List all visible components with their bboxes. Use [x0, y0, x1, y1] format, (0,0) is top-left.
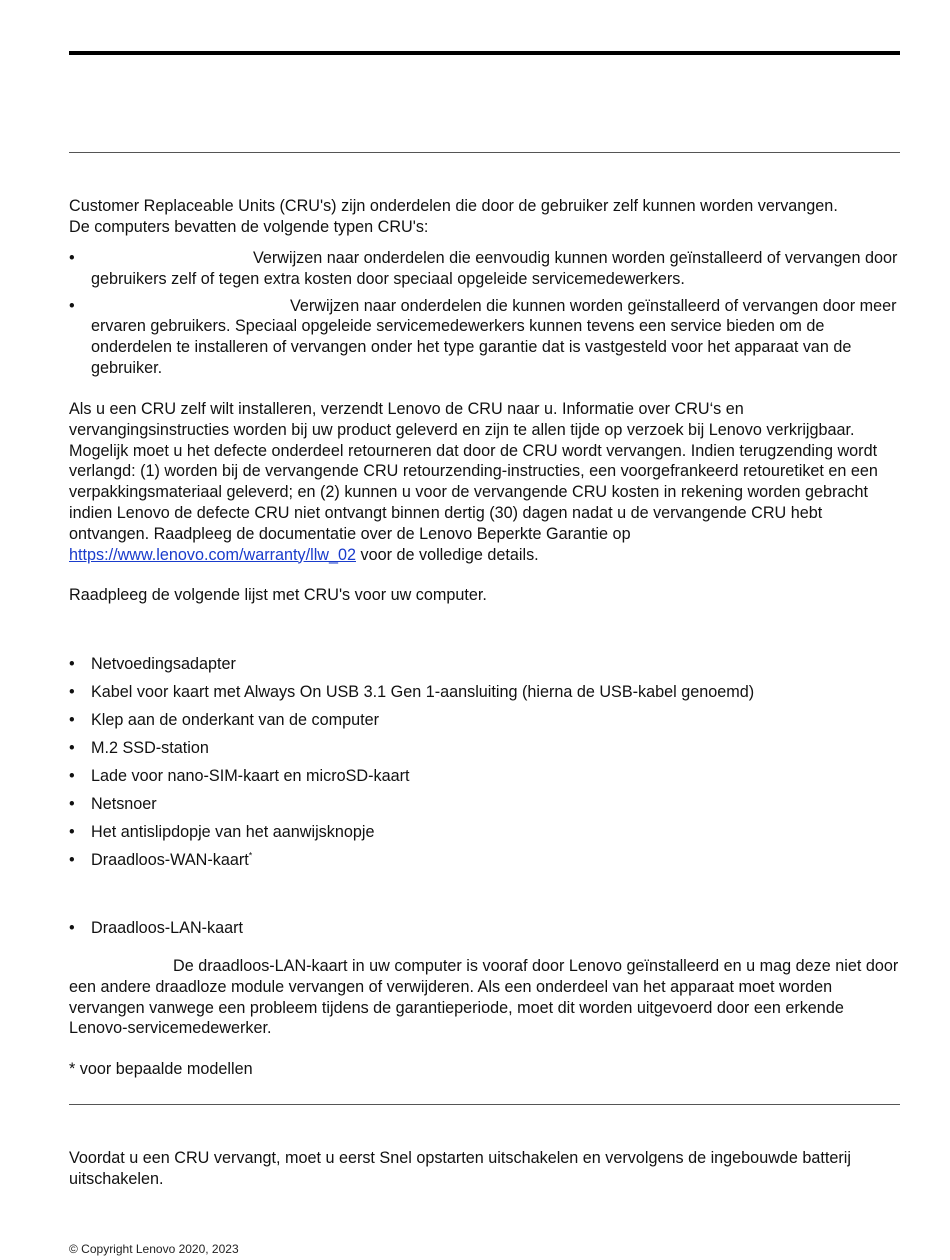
section-divider: [69, 1104, 900, 1105]
cru-type-item: [69, 248, 900, 290]
bullet-icon: •: [69, 683, 75, 701]
bullet-icon: •: [69, 655, 75, 673]
copyright-footer: © Copyright Lenovo 2020, 2023: [69, 1242, 239, 1256]
bullet-icon: •: [69, 767, 75, 785]
bullet-icon: •: [69, 739, 75, 757]
list-intro: Raadpleeg de volgende lijst met CRU's voor uw computer.: [69, 586, 487, 604]
cru-list-2: [69, 918, 900, 939]
bullet-icon: •: [69, 711, 75, 729]
list-item: • Netvoedingsadapter: [69, 655, 236, 673]
lan-note: [69, 956, 900, 1039]
warranty-link[interactable]: https://www.lenovo.com/warranty/llw_02: [69, 545, 356, 564]
list-item: • Draadloos-WAN-kaart*: [69, 850, 253, 869]
cru-list: [69, 654, 900, 878]
footnote-marker: *: [248, 850, 253, 861]
list-item: • Het antislipdopje van het aanwijsknopje: [69, 823, 375, 841]
bullet-icon: •: [69, 919, 75, 937]
cru-type-list: [69, 248, 900, 379]
before-replace-paragraph: Voordat u een CRU vervangt, moet u eerst Snel opstarten uitschakelen en vervolgens de ingebouwde batterij uitschakelen.: [69, 1149, 851, 1188]
list-item: • Draadloos-LAN-kaart: [69, 919, 244, 937]
list-item: • Kabel voor kaart met Always On USB 3.1 Gen 1-aansluiting (hierna de USB-kabel genoemd): [69, 683, 755, 701]
intro-paragraph: [69, 196, 900, 238]
bullet-icon: •: [69, 823, 75, 841]
bullet-icon: •: [69, 249, 75, 267]
bullet-icon: •: [69, 851, 75, 869]
top-heading-rule: [69, 51, 900, 55]
install-paragraph: [69, 399, 900, 565]
document-page: [69, 0, 900, 1260]
bullet-icon: •: [69, 795, 75, 813]
cru-type-description: Verwijzen naar onderdelen die eenvoudig kunnen worden geïnstalleerd of vervangen door gebruikers zelf of tegen extra kosten door speciaal opgeleide servicemedewerkers.: [91, 249, 898, 288]
list-item: • Netsnoer: [69, 795, 157, 813]
bullet-icon: •: [69, 296, 75, 315]
cru-type-description: Verwijzen naar onderdelen die kunnen worden geïnstalleerd of vervangen door meer ervaren gebruikers. Speciaal opgeleide servicemedewerkers kunnen tevens een service bieden om de onderdelen te installeren of vervangen onder het type garantie dat is vastgesteld voor het apparaat van de gebruiker.: [91, 296, 897, 377]
intro-line-1: Customer Replaceable Units (CRU's) zijn onderdelen die door de gebruiker zelf kunnen worden vervangen.: [69, 197, 838, 215]
intro-line-2: De computers bevatten de volgende typen CRU's:: [69, 217, 429, 236]
list-item: • Lade voor nano-SIM-kaart en microSD-kaart: [69, 767, 410, 785]
list-item: • M.2 SSD-station: [69, 739, 209, 757]
install-text: Als u een CRU zelf wilt installeren, verzendt Lenovo de CRU naar u. Informatie over CRU‘s en vervangingsinstructies worden bij uw product geleverd en zijn te allen tijde op verzoek bij Lenovo verkrijgbaar. Mogelijk moet u het defecte onderdeel retourneren dat door de CRU wordt vervangen. Indien terugzending wordt verlangd: (1) worden bij de vervangende CRU retourzending-instructies, een voorgefrankeerd retouretiket en een verpakkingsmateriaal geleverd; en (2) kunnen u voor de vervangende CRU kosten in rekening worden gebracht indien Lenovo de defecte CRU niet ontvangt binnen dertig (30) dagen nadat u de vervangende CRU hebt ontvangen. Raadpleeg de documentatie over de Lenovo Beperkte Garantie op: [69, 400, 878, 543]
cru-type-item: [69, 296, 900, 379]
install-text-end: voor de volledige details.: [356, 545, 539, 564]
footnote: * voor bepaalde modellen: [69, 1060, 253, 1078]
lan-note-text: De draadloos-LAN-kaart in uw computer is vooraf door Lenovo geïnstalleerd en u mag deze niet door een andere draadloze module vervangen of verwijderen. Als een onderdeel van het apparaat moet worden vervangen vanwege een probleem tijdens de garantieperiode, moet dit worden uitgevoerd door een erkende Lenovo-servicemedewerker.: [69, 957, 899, 1038]
heading-divider: [69, 152, 900, 153]
list-item: • Klep aan de onderkant van de computer: [69, 711, 379, 729]
